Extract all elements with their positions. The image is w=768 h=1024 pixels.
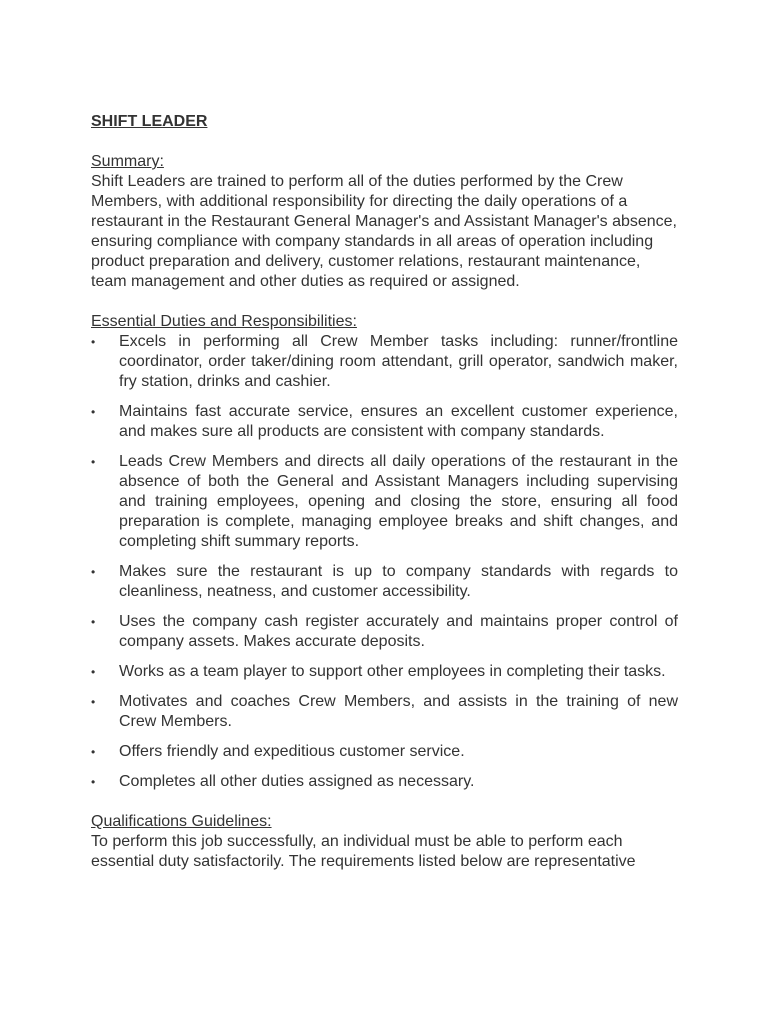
duty-text: Uses the company cash register accurately and maintains proper control of company assets. Makes accurate deposits.: [119, 613, 678, 650]
duty-item: [91, 742, 678, 762]
duty-item: [91, 402, 678, 442]
summary-heading: Summary:: [91, 153, 164, 170]
spacer: [91, 792, 678, 812]
duty-text: Excels in performing all Crew Member tasks including: runner/frontline coordinator, order taker/dining room attendant, grill operator, sandwich maker, fry station, drinks and cashier.: [119, 333, 678, 390]
bullet-icon: •: [91, 335, 96, 349]
duty-text: Makes sure the restaurant is up to company standards with regards to cleanliness, neatness, and customer accessibility.: [119, 563, 678, 600]
bullet-icon: •: [91, 745, 96, 759]
duty-item: [91, 612, 678, 652]
bullet-icon: •: [91, 665, 96, 679]
duty-item: [91, 332, 678, 392]
duty-item: [91, 562, 678, 602]
duty-item: [91, 692, 678, 732]
bullet-icon: •: [91, 615, 96, 629]
bullet-icon: •: [91, 695, 96, 709]
spacer: [91, 132, 678, 152]
duty-item: [91, 662, 678, 682]
duties-list: [91, 332, 678, 792]
bullet-icon: •: [91, 405, 96, 419]
qualifications-text: To perform this job successfully, an individual must be able to perform each essential duty satisfactorily. The requirements listed below are representative: [91, 833, 636, 870]
spacer: [91, 292, 678, 312]
duty-text: Maintains fast accurate service, ensures an excellent customer experience, and makes sure all products are consistent with company standards.: [119, 403, 678, 440]
bullet-icon: •: [91, 565, 96, 579]
duty-text: Motivates and coaches Crew Members, and assists in the training of new Crew Members.: [119, 693, 678, 730]
duty-text: Leads Crew Members and directs all daily operations of the restaurant in the absence of both the General and Assistant Managers including supervising and training employees, opening and closing the store, ensuring all food preparation is complete, managing employee breaks and shift changes, and completing shift summary reports.: [119, 453, 678, 550]
document-title: SHIFT LEADER: [91, 113, 208, 130]
duty-text: Completes all other duties assigned as necessary.: [119, 773, 475, 790]
summary-text: Shift Leaders are trained to perform all of the duties performed by the Crew Members, with additional responsibility for directing the daily operations of a restaurant in the Restaurant General Manager's and Assistant Manager's absence, ensuring compliance with company standards in all areas of operation including product preparation and delivery, customer relations, restaurant maintenance, team management and other duties as required or assigned.: [91, 173, 677, 290]
duties-heading: Essential Duties and Responsibilities:: [91, 313, 357, 330]
duty-item: [91, 772, 678, 792]
bullet-icon: •: [91, 455, 96, 469]
bullet-icon: •: [91, 775, 96, 789]
qualifications-heading: Qualifications Guidelines:: [91, 813, 272, 830]
duty-item: [91, 452, 678, 552]
document-page: [91, 112, 678, 872]
duty-text: Offers friendly and expeditious customer service.: [119, 743, 465, 760]
duty-text: Works as a team player to support other employees in completing their tasks.: [119, 663, 666, 680]
